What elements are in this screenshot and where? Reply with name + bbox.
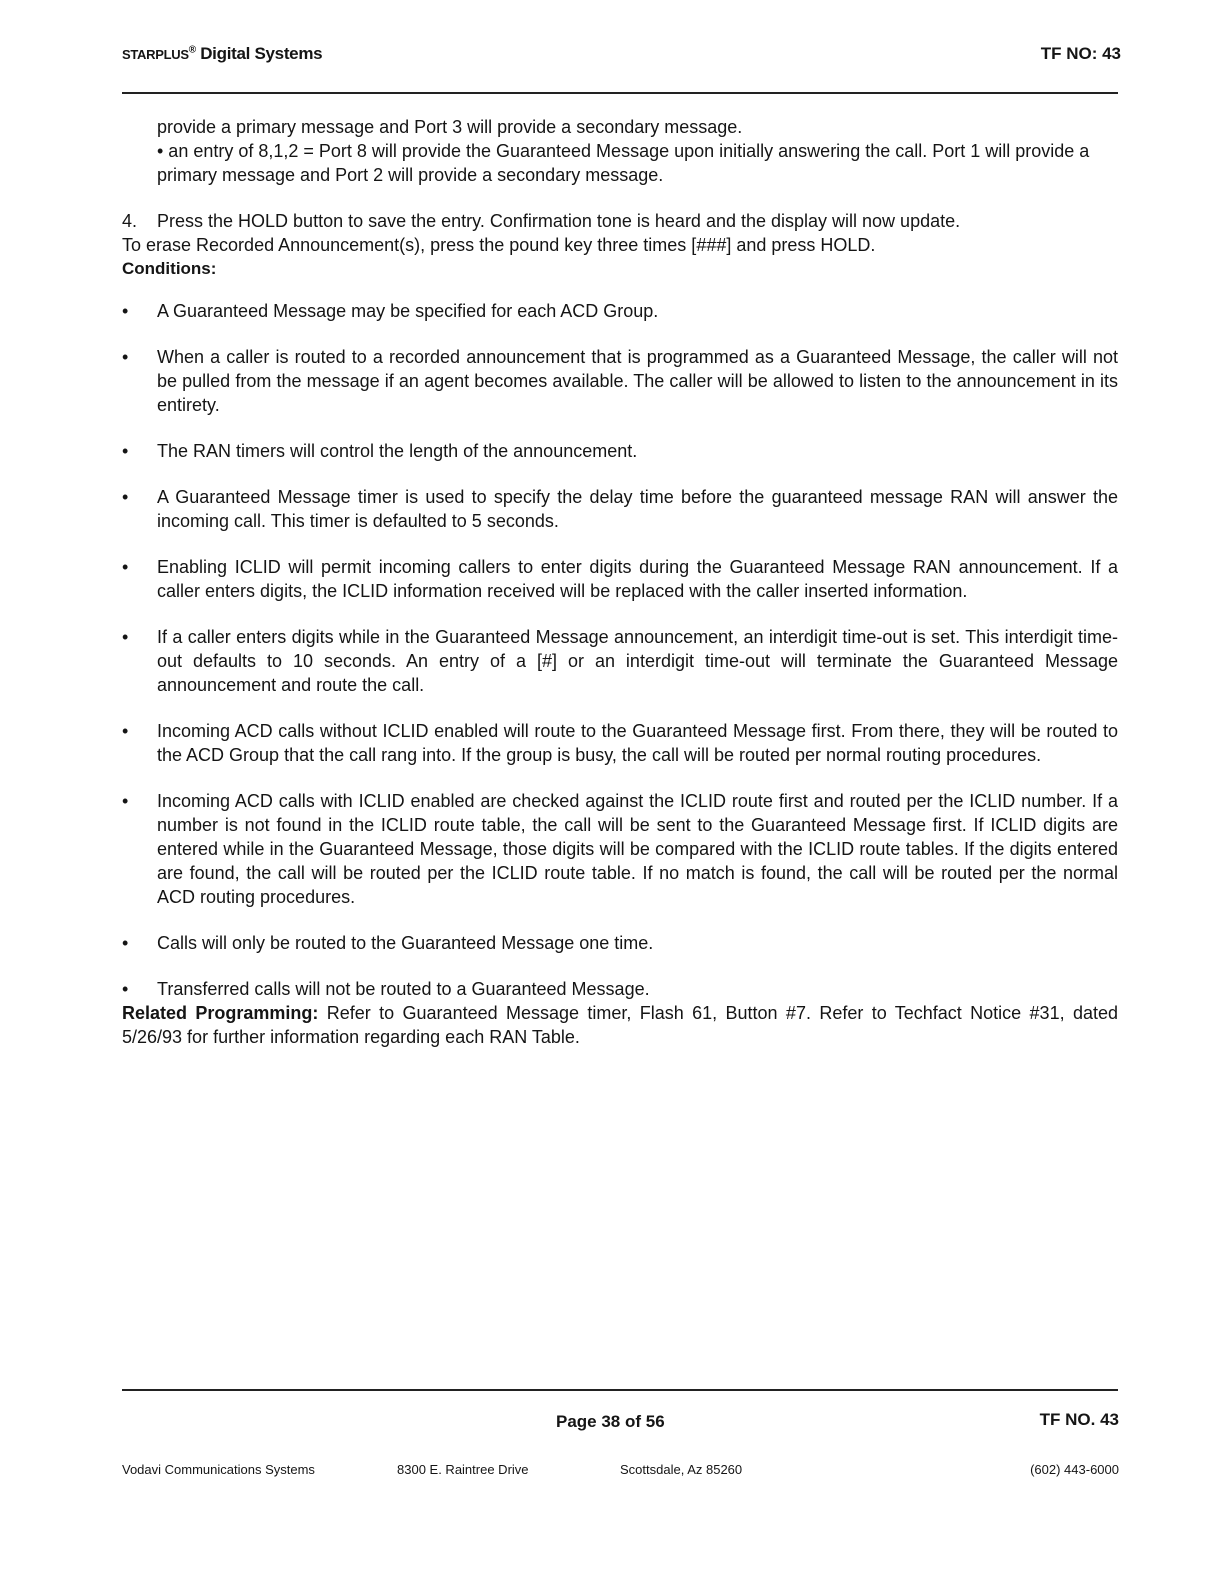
bullet-icon: • (122, 301, 129, 321)
list-item (122, 299, 1118, 323)
conditions-heading: Conditions: (122, 259, 217, 278)
related-label: Related Programming: (122, 1003, 319, 1023)
step-4 (122, 209, 1118, 233)
bullet-icon: • (122, 487, 129, 507)
conditions-list (122, 299, 1118, 1001)
footer-company: Vodavi Communications Systems (122, 1462, 315, 1477)
header-rule (122, 92, 1118, 94)
bullet-icon: • (122, 441, 129, 461)
condition-text: Incoming ACD calls without ICLID enabled will route to the Guaranteed Message first. From there, they will be routed to the ACD Group that the call rang into. If the group is busy, the call will be routed per normal routing procedures. (157, 721, 1118, 765)
list-item (122, 345, 1118, 417)
step-text: Press the HOLD button to save the entry. Confirmation tone is heard and the display will now update. (157, 211, 961, 231)
condition-text: When a caller is routed to a recorded announcement that is programmed as a Guaranteed Message, the caller will not be pulled from the message if an agent becomes available. The caller will be allowed to listen to the announcement in its entirety. (157, 347, 1118, 415)
header-brand (122, 44, 322, 64)
list-item (122, 625, 1118, 697)
body-text (122, 115, 1118, 1049)
condition-text: A Guaranteed Message timer is used to specify the delay time before the guaranteed message RAN will answer the incoming call. This timer is defaulted to 5 seconds. (157, 487, 1118, 531)
bullet-icon: • (122, 979, 129, 999)
bullet-icon: • (122, 791, 129, 811)
related-text: Refer to Guaranteed Message timer, Flash 61, Button #7. Refer to Techfact Notice #31, dated 5/26/93 for further information regarding each RAN Table. (122, 1003, 1118, 1047)
bullet-icon: • (122, 557, 129, 577)
bullet-icon: • (122, 347, 129, 367)
condition-text: The RAN timers will control the length of the announcement. (157, 441, 638, 461)
bullet-icon: • (122, 933, 129, 953)
footer-street: 8300 E. Raintree Drive (397, 1462, 529, 1477)
condition-text: A Guaranteed Message may be specified for each ACD Group. (157, 301, 659, 321)
bullet-icon: • (122, 721, 129, 741)
registered-mark: ® (188, 44, 196, 56)
footer-city: Scottsdale, Az 85260 (620, 1462, 743, 1477)
condition-text: Transferred calls will not be routed to a Guaranteed Message. (157, 979, 650, 999)
list-item (122, 485, 1118, 533)
page-number: Page 38 of 56 (556, 1412, 665, 1431)
condition-text: Incoming ACD calls with ICLID enabled are checked against the ICLID route first and routed per the ICLID number. If a number is not found in the ICLID route table, the call will be sent to the Guaranteed Message first. If ICLID digits are entered while in the Guaranteed Message, those digits will be compared with the ICLID route tables. If the digits entered are found, the call will be routed per the ICLID route table. If no match is found, the call will be routed per the normal ACD routing procedures. (157, 791, 1118, 907)
condition-text: If a caller enters digits while in the Guaranteed Message announcement, an interdigit time-out is set. This interdigit time-out defaults to 10 seconds. An entry of a [#] or an interdigit time-out will terminate the Guaranteed Message announcement and route the call. (157, 627, 1118, 695)
condition-text: Calls will only be routed to the Guaranteed Message one time. (157, 933, 654, 953)
bullet-icon: • (122, 627, 129, 647)
header-doc-number: TF NO: 43 (1040, 44, 1121, 63)
intro-continuation: provide a primary message and Port 3 will provide a secondary message. (157, 117, 743, 137)
list-item (122, 977, 1118, 1001)
example-entry: • an entry of 8,1,2 = Port 8 will provide the Guaranteed Message upon initially answering the call. Port 1 will provide a primary message and Port 2 will provide a secondary message. (157, 141, 1090, 185)
list-item (122, 789, 1118, 909)
list-item (122, 555, 1118, 603)
condition-text: Enabling ICLID will permit incoming callers to enter digits during the Guaranteed Message RAN announcement. If a caller enters digits, the ICLID information received will be replaced with the caller inserted information. (157, 557, 1118, 601)
list-item (122, 719, 1118, 767)
footer-rule (122, 1389, 1118, 1391)
brand-suffix: Digital Systems (195, 44, 323, 63)
related-programming (122, 1001, 1118, 1049)
footer-doc-number: TF NO. 43 (1039, 1410, 1119, 1429)
footer-phone: (602) 443-6000 (1030, 1462, 1119, 1477)
step-number: 4. (122, 211, 138, 231)
list-item (122, 931, 1118, 955)
brand-name: STARPLUS (122, 47, 189, 62)
list-item (122, 439, 1118, 463)
erase-instruction: To erase Recorded Announcement(s), press the pound key three times [###] and press HOLD. (122, 235, 876, 255)
